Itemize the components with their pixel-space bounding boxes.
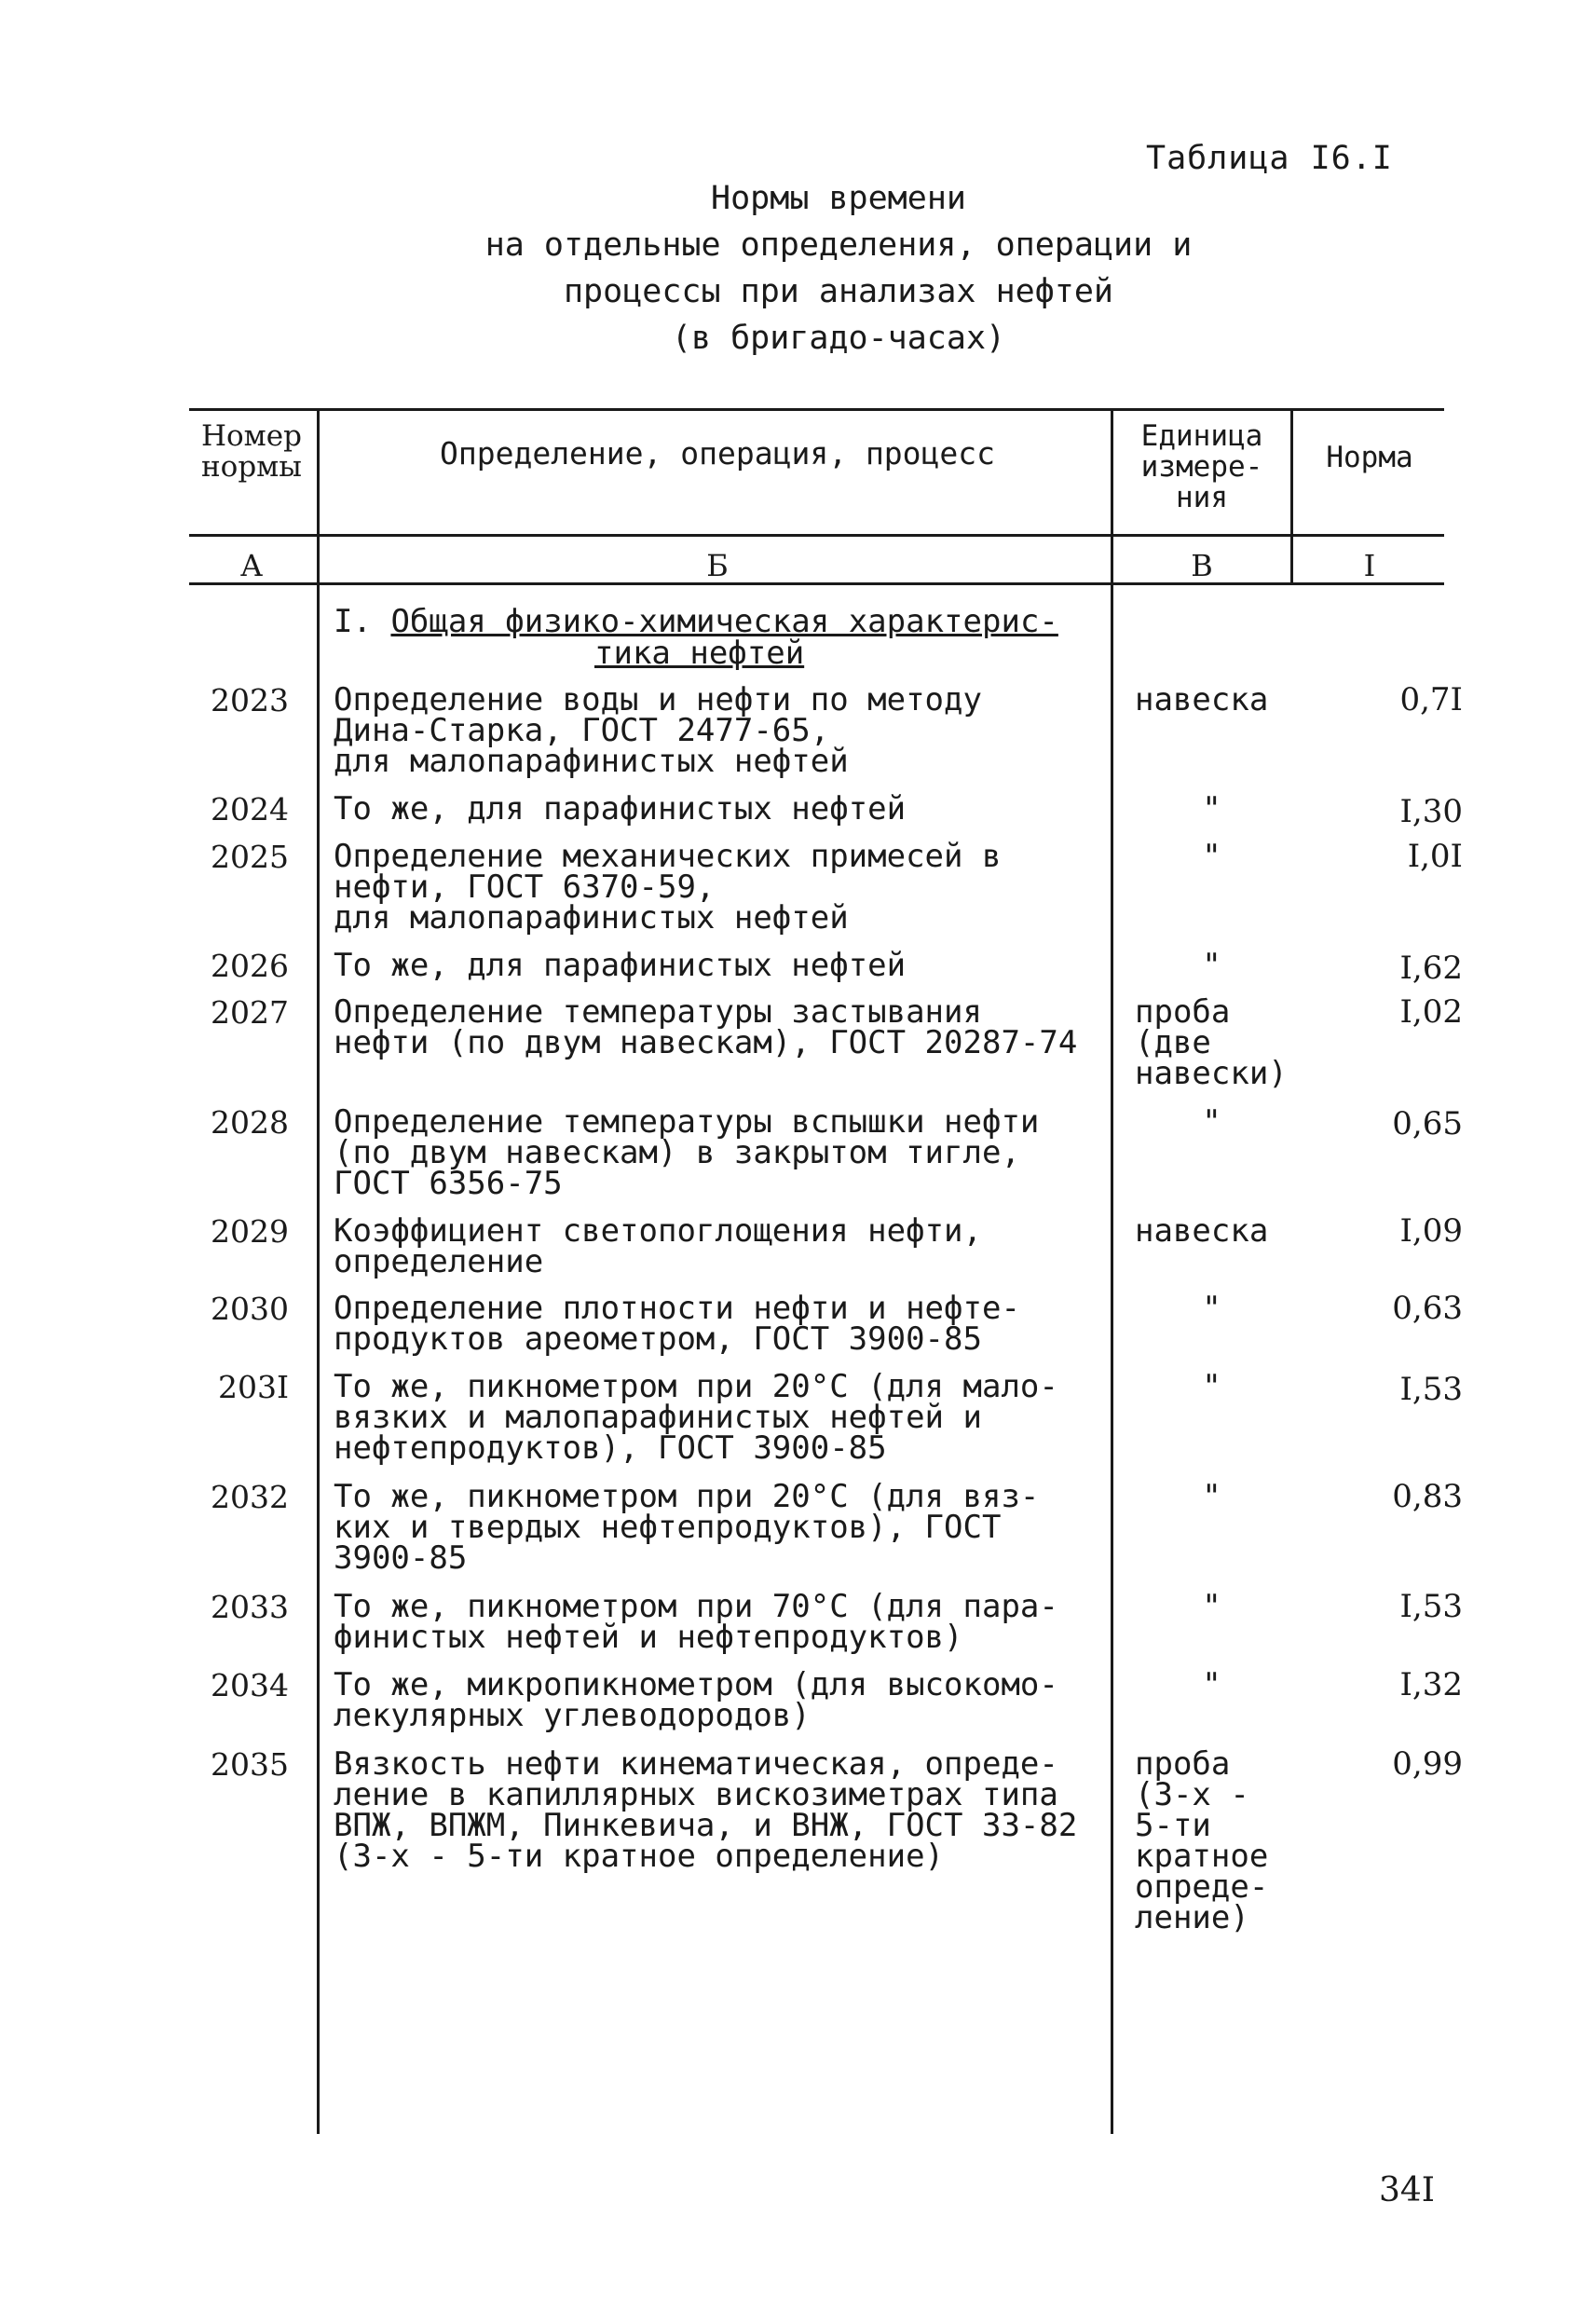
norm-unit: " bbox=[1202, 790, 1221, 827]
col-divider-a bbox=[317, 408, 320, 2134]
header-norm: Норма bbox=[1326, 441, 1413, 474]
column-letter-a: А bbox=[239, 548, 264, 583]
norm-description: Вязкость нефти кинематическая, опреде- ление в капиллярных вискозиметрах типа ВПЖ, ВПЖМ, Пинкевича, и ВНЖ, ГОСТ 33-82 (3-х - 5-ти кратное определение) bbox=[334, 1745, 1078, 1875]
norm-value: I,09 bbox=[1399, 1212, 1463, 1250]
norm-description: Определение температуры вспышки нефти (по двум навескам) в закрытом тигле, ГОСТ 6356-75 bbox=[334, 1103, 1040, 1202]
section-number: I. bbox=[334, 603, 372, 640]
section-title-line1: Общая физико-химическая характерис- bbox=[390, 603, 1058, 640]
norm-value: I,53 bbox=[1399, 1588, 1463, 1625]
title-line: процессы при анализах нефтей bbox=[563, 273, 1113, 310]
norm-code: 2034 bbox=[211, 1667, 289, 1703]
norm-unit: " bbox=[1202, 1478, 1221, 1515]
norm-description: То же, микропикнометром (для высокомо- лекулярных углеводородов) bbox=[334, 1666, 1058, 1734]
norm-code: 2033 bbox=[211, 1589, 289, 1625]
norm-description: Определение механических примесей в нефти, ГОСТ 6370-59, для малопарафинистых нефтей bbox=[334, 838, 1002, 937]
norm-value: I,32 bbox=[1399, 1666, 1463, 1703]
norm-code: 2023 bbox=[211, 682, 289, 718]
norm-description: То же, для парафинистых нефтей bbox=[334, 790, 907, 827]
norm-value: I,30 bbox=[1399, 793, 1463, 830]
norm-description: Определение воды и нефти по методу Дина-Старка, ГОСТ 2477-65, для малопарафинистых нефтей bbox=[334, 681, 982, 780]
norm-code: 2028 bbox=[211, 1104, 289, 1141]
norm-code: 2030 bbox=[211, 1291, 289, 1327]
norm-unit: " bbox=[1202, 1103, 1221, 1141]
norm-code: 2029 bbox=[211, 1213, 289, 1250]
section-title-line2: тика нефтей bbox=[594, 635, 805, 672]
norm-description: То же, пикнометром при 20°С (для мало- вязких и малопарафинистых нефтей и нефтепродуктов), ГОСТ 3900-85 bbox=[334, 1368, 1058, 1467]
norm-unit: " bbox=[1202, 1368, 1221, 1405]
table-top-rule bbox=[189, 408, 1444, 411]
header-bottom-rule bbox=[189, 534, 1444, 537]
norm-description: Определение плотности нефти и нефте- продуктов ареометром, ГОСТ 3900-85 bbox=[334, 1290, 1020, 1358]
norm-description: Коэффициент светопоглощения нефти, определение bbox=[334, 1212, 982, 1280]
norm-code: 2032 bbox=[211, 1479, 289, 1515]
norm-code: 203I bbox=[217, 1369, 289, 1405]
column-letter-d: I bbox=[1363, 548, 1376, 583]
norm-code: 2027 bbox=[211, 994, 289, 1031]
norm-value: I,53 bbox=[1399, 1371, 1463, 1408]
col-divider-c bbox=[1290, 408, 1293, 582]
title-line: (в бригадо-часах) bbox=[671, 320, 1006, 357]
norm-description: То же, для парафинистых нефтей bbox=[334, 947, 907, 984]
header-norm-number: Номер нормы bbox=[200, 419, 302, 484]
norm-value: I,02 bbox=[1399, 993, 1463, 1031]
norm-unit: " bbox=[1202, 1588, 1221, 1625]
norm-value: 0,99 bbox=[1392, 1745, 1463, 1783]
section-heading bbox=[334, 603, 1058, 672]
norm-value: I,62 bbox=[1399, 950, 1463, 987]
norm-description: Определение температуры застывания нефти (по двум навескам), ГОСТ 20287-74 bbox=[334, 993, 1078, 1061]
column-letter-b: Б bbox=[706, 548, 729, 583]
title-line: Нормы времени bbox=[711, 180, 966, 217]
norm-value: 0,83 bbox=[1392, 1478, 1463, 1515]
norm-unit: навеска bbox=[1135, 1212, 1269, 1250]
norm-value: I,0I bbox=[1407, 838, 1463, 875]
column-letter-c: В bbox=[1191, 548, 1213, 583]
norm-unit: проба (две навески) bbox=[1135, 993, 1288, 1092]
title-line: на отдельные определения, операции и bbox=[484, 226, 1193, 264]
norm-description: То же, пикнометром при 70°С (для пара- финистых нефтей и нефтепродуктов) bbox=[334, 1588, 1058, 1656]
norm-value: 0,63 bbox=[1392, 1290, 1463, 1327]
norm-description: То же, пикнометром при 20°С (для вяз- ких и твердых нефтепродуктов), ГОСТ 3900-85 bbox=[334, 1478, 1040, 1577]
norm-value: 0,7I bbox=[1399, 681, 1463, 718]
header-definition: Определение, операция, процесс bbox=[439, 435, 996, 472]
page-number: 34I bbox=[1379, 2171, 1436, 2209]
header-unit: Единица измере- ния bbox=[1140, 419, 1263, 514]
norm-unit: проба (3-х - 5-ти кратное опреде- ление) bbox=[1135, 1745, 1269, 1936]
norm-unit: " bbox=[1202, 838, 1221, 875]
norm-code: 2026 bbox=[211, 948, 289, 984]
norm-code: 2024 bbox=[211, 791, 289, 827]
norm-unit: " bbox=[1202, 1290, 1221, 1327]
table-number: Таблица I6.I bbox=[1146, 140, 1393, 177]
norm-unit: навеска bbox=[1135, 681, 1269, 718]
norm-value: 0,65 bbox=[1392, 1105, 1463, 1142]
norm-unit: " bbox=[1202, 1666, 1221, 1703]
norm-code: 2035 bbox=[211, 1746, 289, 1783]
norm-code: 2025 bbox=[211, 839, 289, 875]
norm-unit: " bbox=[1202, 947, 1221, 984]
